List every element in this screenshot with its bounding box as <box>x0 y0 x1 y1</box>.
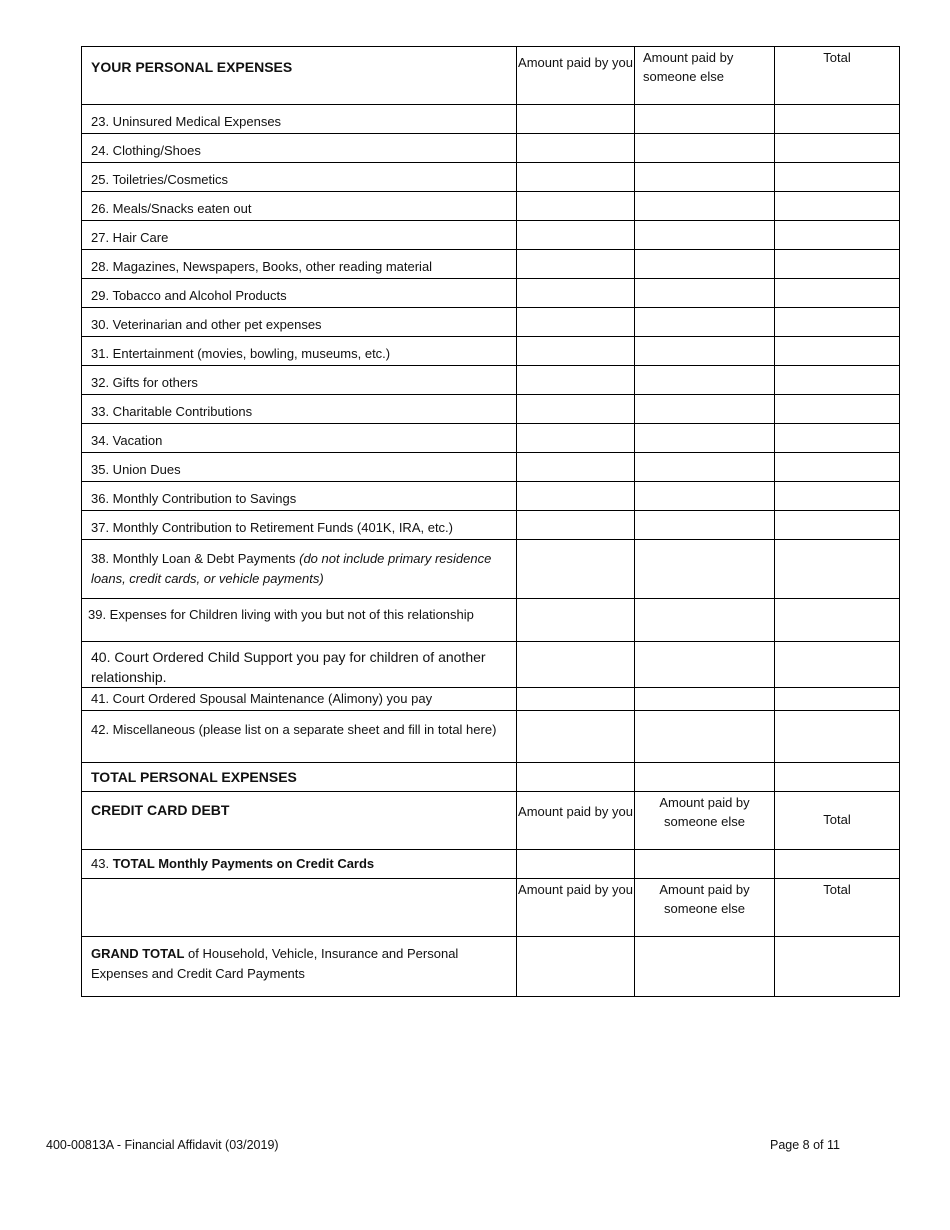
grand-total-header-row <box>82 879 900 937</box>
total-personal-expenses-paid-by-someone-else-input[interactable] <box>635 763 775 792</box>
expense-row-total-input[interactable] <box>775 221 900 250</box>
expense-row-41-total-input[interactable] <box>775 688 900 711</box>
grand-total-header-blank <box>82 879 517 937</box>
expense-row <box>82 453 900 482</box>
expense-label: 30. Veterinarian and other pet expenses <box>82 308 517 337</box>
expense-row <box>82 105 900 134</box>
expense-label-42: 42. Miscellaneous (please list on a separate sheet and fill in total here) <box>82 711 517 763</box>
expense-row <box>82 163 900 192</box>
expense-label: 35. Union Dues <box>82 453 517 482</box>
credit-col-total: Total <box>775 792 900 850</box>
credit-card-row-43-paid-by-someone-else-input[interactable] <box>635 850 775 879</box>
expense-row-40 <box>82 642 900 688</box>
expense-row-total-input[interactable] <box>775 192 900 221</box>
expense-row-paid-by-you-input[interactable] <box>517 105 635 134</box>
grand-total-paid-by-someone-else-input[interactable] <box>635 937 775 997</box>
expense-row-paid-by-you-input[interactable] <box>517 134 635 163</box>
expense-row-paid-by-someone-else-input[interactable] <box>635 105 775 134</box>
expenses-header-row <box>82 47 900 105</box>
expense-row-total-input[interactable] <box>775 453 900 482</box>
expense-row-paid-by-you-input[interactable] <box>517 395 635 424</box>
expense-row-paid-by-someone-else-input[interactable] <box>635 192 775 221</box>
expense-row-total-input[interactable] <box>775 395 900 424</box>
expense-label: 27. Hair Care <box>82 221 517 250</box>
expense-row-paid-by-you-input[interactable] <box>517 424 635 453</box>
expense-row-paid-by-someone-else-input[interactable] <box>635 250 775 279</box>
credit-card-title-cell <box>82 792 517 850</box>
expense-row-40-paid-by-you-input[interactable] <box>517 642 635 688</box>
expense-row-paid-by-someone-else-input[interactable] <box>635 279 775 308</box>
grand-total-label <box>82 937 517 997</box>
expense-row <box>82 250 900 279</box>
expense-row <box>82 395 900 424</box>
total-personal-expenses-paid-by-you-input[interactable] <box>517 763 635 792</box>
expense-label: 34. Vacation <box>82 424 517 453</box>
expense-row-paid-by-someone-else-input[interactable] <box>635 453 775 482</box>
expense-row-paid-by-someone-else-input[interactable] <box>635 395 775 424</box>
expense-row-39 <box>82 599 900 642</box>
expense-row-total-input[interactable] <box>775 105 900 134</box>
expense-label-39: 39. Expenses for Children living with you but not of this relationship <box>82 599 517 642</box>
expense-row-38-paid-by-you-input[interactable] <box>517 540 635 599</box>
expense-row-paid-by-someone-else-input[interactable] <box>635 337 775 366</box>
expense-label: 37. Monthly Contribution to Retirement Funds (401K, IRA, etc.) <box>82 511 517 540</box>
expense-row-total-input[interactable] <box>775 424 900 453</box>
expense-row-paid-by-you-input[interactable] <box>517 163 635 192</box>
expense-label: 24. Clothing/Shoes <box>82 134 517 163</box>
expense-row <box>82 134 900 163</box>
grand-total-paid-by-you-input[interactable] <box>517 937 635 997</box>
expense-row-paid-by-you-input[interactable] <box>517 279 635 308</box>
expense-row-total-input[interactable] <box>775 279 900 308</box>
expense-row-41-paid-by-someone-else-input[interactable] <box>635 688 775 711</box>
expense-row-42-paid-by-someone-else-input[interactable] <box>635 711 775 763</box>
expense-row-total-input[interactable] <box>775 134 900 163</box>
expenses-section-title: YOUR PERSONAL EXPENSES <box>91 59 293 75</box>
expense-label-41: 41. Court Ordered Spousal Maintenance (Alimony) you pay <box>82 688 517 711</box>
expense-row-paid-by-someone-else-input[interactable] <box>635 366 775 395</box>
credit-card-header-row <box>82 792 900 850</box>
expense-row-paid-by-someone-else-input[interactable] <box>635 482 775 511</box>
col-header-paid-by-someone-else: Amount paid by someone else <box>635 47 775 105</box>
expense-label: 31. Entertainment (movies, bowling, museums, etc.) <box>82 337 517 366</box>
expense-row-41 <box>82 688 900 711</box>
expense-row <box>82 192 900 221</box>
expense-row-paid-by-you-input[interactable] <box>517 250 635 279</box>
grand-total-row <box>82 937 900 997</box>
expense-row <box>82 424 900 453</box>
expense-label: 33. Charitable Contributions <box>82 395 517 424</box>
expense-row-paid-by-you-input[interactable] <box>517 366 635 395</box>
expense-row-total-input[interactable] <box>775 337 900 366</box>
total-personal-expenses-row <box>82 763 900 792</box>
expense-row-39-paid-by-you-input[interactable] <box>517 599 635 642</box>
expense-label-38 <box>82 540 517 599</box>
expense-row-42 <box>82 711 900 763</box>
expense-row-38 <box>82 540 900 599</box>
expense-row <box>82 482 900 511</box>
credit-col-paid-by-you: Amount paid by you <box>517 792 635 850</box>
expense-row-paid-by-you-input[interactable] <box>517 221 635 250</box>
expense-row-paid-by-you-input[interactable] <box>517 511 635 540</box>
credit-card-label-43-number: 43. <box>91 856 113 871</box>
grand-col-paid-by-you: Amount paid by you <box>517 879 635 937</box>
expense-row <box>82 366 900 395</box>
expenses-section-title-cell <box>82 47 517 105</box>
credit-card-label-43-text: TOTAL Monthly Payments on Credit Cards <box>112 856 375 871</box>
expense-row-paid-by-someone-else-input[interactable] <box>635 163 775 192</box>
expense-row-paid-by-someone-else-input[interactable] <box>635 511 775 540</box>
expense-row-total-input[interactable] <box>775 482 900 511</box>
grand-total-label-bold: GRAND TOTAL <box>91 946 185 961</box>
credit-card-row-43-total-input[interactable] <box>775 850 900 879</box>
form-id: 400-00813A - Financial Affidavit (03/2019) <box>46 1138 279 1152</box>
expense-label: 25. Toiletries/Cosmetics <box>82 163 517 192</box>
col-header-total: Total <box>775 47 900 105</box>
expense-label: 23. Uninsured Medical Expenses <box>82 105 517 134</box>
expense-row-paid-by-you-input[interactable] <box>517 308 635 337</box>
expense-row-40-total-input[interactable] <box>775 642 900 688</box>
expense-row-paid-by-you-input[interactable] <box>517 192 635 221</box>
expense-label-40: 40. Court Ordered Child Support you pay for children of another relationship. <box>82 642 517 688</box>
expense-row <box>82 337 900 366</box>
grand-col-paid-by-someone-else: Amount paid by someone else <box>635 879 775 937</box>
credit-card-title: CREDIT CARD DEBT <box>91 802 230 818</box>
expense-row <box>82 221 900 250</box>
expense-row-42-paid-by-you-input[interactable] <box>517 711 635 763</box>
grand-col-total: Total <box>775 879 900 937</box>
credit-card-row-43-paid-by-you-input[interactable] <box>517 850 635 879</box>
col-header-paid-by-you: Amount paid by you <box>517 47 635 105</box>
expense-row-paid-by-you-input[interactable] <box>517 337 635 366</box>
grand-total-label-rest: of Household, Vehicle, Insurance and Personal Expenses and Credit Card Payments <box>91 946 459 981</box>
expense-row <box>82 511 900 540</box>
expense-row-total-input[interactable] <box>775 366 900 395</box>
expense-row-paid-by-someone-else-input[interactable] <box>635 221 775 250</box>
expense-label: 26. Meals/Snacks eaten out <box>82 192 517 221</box>
expense-row <box>82 308 900 337</box>
credit-card-label-43 <box>82 850 517 879</box>
expense-row-40-paid-by-someone-else-input[interactable] <box>635 642 775 688</box>
expense-label-38-text: 38. Monthly Loan & Debt Payments <box>91 551 300 566</box>
expense-row-paid-by-someone-else-input[interactable] <box>635 424 775 453</box>
credit-col-paid-by-someone-else: Amount paid by someone else <box>635 792 775 850</box>
expense-row-total-input[interactable] <box>775 511 900 540</box>
expense-row-38-total-input[interactable] <box>775 540 900 599</box>
expense-row-total-input[interactable] <box>775 163 900 192</box>
personal-expenses-table <box>81 46 900 997</box>
expense-label: 29. Tobacco and Alcohol Products <box>82 279 517 308</box>
expense-row-42-total-input[interactable] <box>775 711 900 763</box>
expense-label-38-note: (do not include primary residence loans, credit cards, or vehicle payments) <box>91 551 492 586</box>
expense-row-39-paid-by-someone-else-input[interactable] <box>635 599 775 642</box>
expense-row-total-input[interactable] <box>775 250 900 279</box>
expense-row-paid-by-you-input[interactable] <box>517 482 635 511</box>
expense-row-paid-by-someone-else-input[interactable] <box>635 308 775 337</box>
total-personal-expenses-label: TOTAL PERSONAL EXPENSES <box>82 763 517 792</box>
page-number: Page 8 of 11 <box>770 1138 840 1152</box>
expense-row-39-total-input[interactable] <box>775 599 900 642</box>
expense-label: 32. Gifts for others <box>82 366 517 395</box>
expense-row-41-paid-by-you-input[interactable] <box>517 688 635 711</box>
expense-label: 36. Monthly Contribution to Savings <box>82 482 517 511</box>
expense-row-paid-by-someone-else-input[interactable] <box>635 134 775 163</box>
expense-row-38-paid-by-someone-else-input[interactable] <box>635 540 775 599</box>
grand-total-total-input[interactable] <box>775 937 900 997</box>
credit-card-row-43 <box>82 850 900 879</box>
expense-row-paid-by-you-input[interactable] <box>517 453 635 482</box>
total-personal-expenses-total-input[interactable] <box>775 763 900 792</box>
expense-row <box>82 279 900 308</box>
expense-label: 28. Magazines, Newspapers, Books, other reading material <box>82 250 517 279</box>
expense-row-total-input[interactable] <box>775 308 900 337</box>
